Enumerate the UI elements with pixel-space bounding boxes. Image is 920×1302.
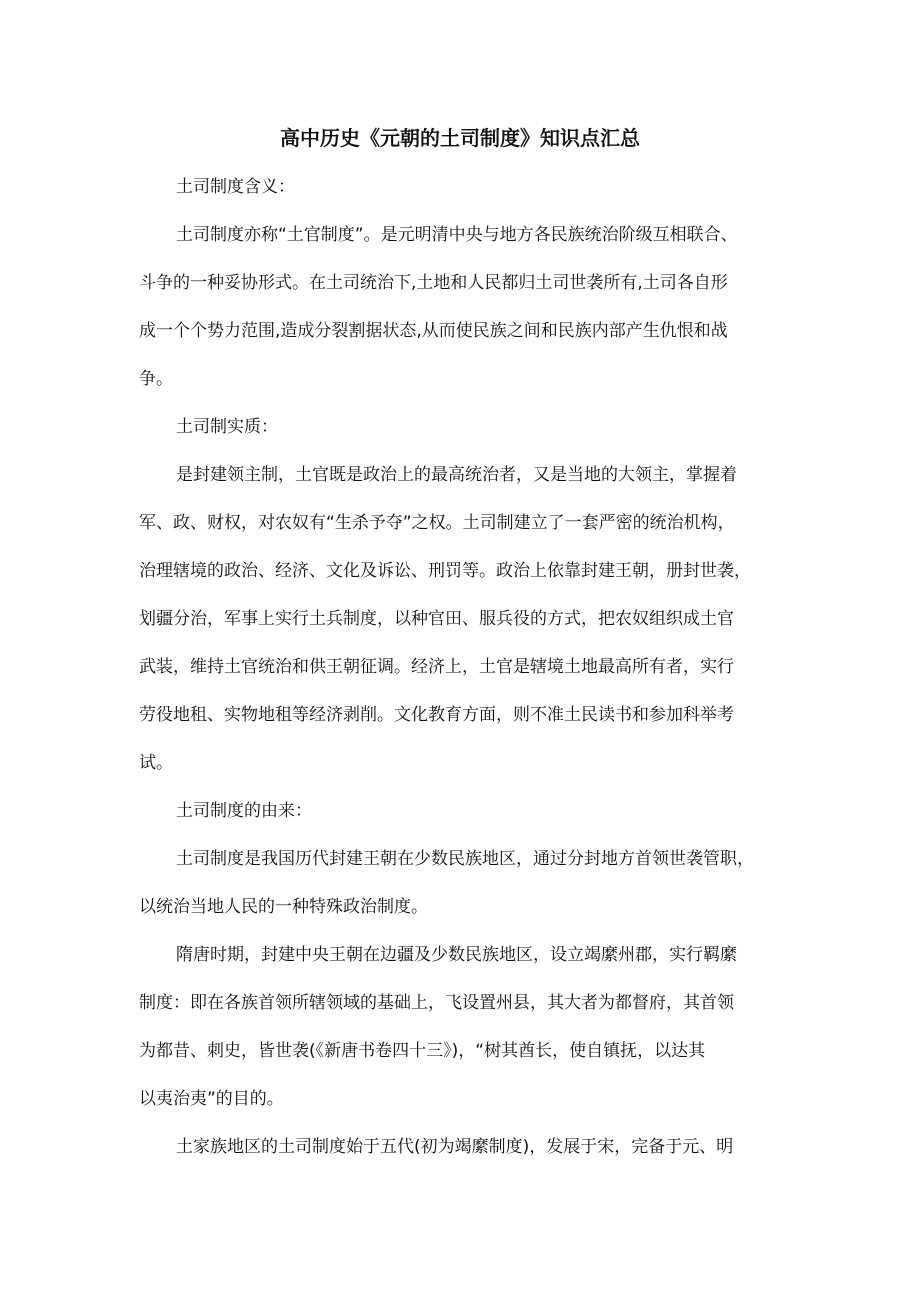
document-title: 高中历史《元朝的土司制度》知识点汇总 xyxy=(280,126,640,150)
paragraph-line: 土家族地区的土司制度始于五代(初为竭縻制度)，发展于宋，完备于元、明 xyxy=(176,1137,734,1157)
paragraph-line: 以夷治夷”的目的。 xyxy=(139,1089,284,1109)
paragraph-line: 制度：即在各族首领所辖领域的基础上，飞设置州县，其大者为都督府，其首领 xyxy=(139,993,734,1013)
paragraph-line: 武装，维持土官统治和供王朝征调。经济上，土官是辖境土地最高所有者，实行 xyxy=(139,657,734,677)
paragraph-line: 试。 xyxy=(139,753,173,773)
paragraph-line: 斗争的一种妥协形式。在土司统治下,土地和人民都归土司世袭所有,土司各自形 xyxy=(139,273,728,293)
section-heading-definition: 土司制度含义： xyxy=(176,177,295,197)
section-heading-origin: 土司制度的由来： xyxy=(176,801,312,821)
paragraph-line: 以统治当地人民的一种特殊政治制度。 xyxy=(139,897,428,917)
paragraph-line: 军、政、财权，对农奴有“生杀予夺”之权。土司制建立了一套严密的统治机构， xyxy=(139,513,735,533)
paragraph-line: 隋唐时期，封建中央王朝在边疆及少数民族地区，设立竭縻州郡，实行羁縻 xyxy=(176,945,737,965)
paragraph-line: 劳役地租、实物地租等经济剥削。文化教育方面，则不准土民读书和参加科举考 xyxy=(139,705,734,725)
paragraph-line: 是封建领主制，土官既是政治上的最高统治者，又是当地的大领主，掌握着 xyxy=(176,465,737,485)
paragraph-line: 划疆分治，军事上实行土兵制度，以种官田、服兵役的方式，把农奴组织成土官 xyxy=(139,609,734,629)
section-heading-essence: 土司制实质： xyxy=(176,417,278,437)
paragraph-line: 治理辖境的政治、经济、文化及诉讼、刑罚等。政治上依靠封建王朝，册封世袭， xyxy=(139,561,751,581)
paragraph-line: 为都昔、刺史，皆世袭(《新唐书卷四十三》)，“树其酋长，使自镇抚，以达其 xyxy=(139,1041,706,1061)
paragraph-line: 争。 xyxy=(139,369,173,389)
paragraph-line: 土司制度是我国历代封建王朝在少数民族地区，通过分封地方首领世袭管职， xyxy=(176,849,754,869)
paragraph-line: 土司制度亦称“土官制度”。是元明清中央与地方各民族统治阶级互相联合、 xyxy=(176,225,738,245)
paragraph-line: 成一个个势力范围,造成分裂割据状态,从而使民族之间和民族内部产生仇恨和战 xyxy=(139,321,728,341)
